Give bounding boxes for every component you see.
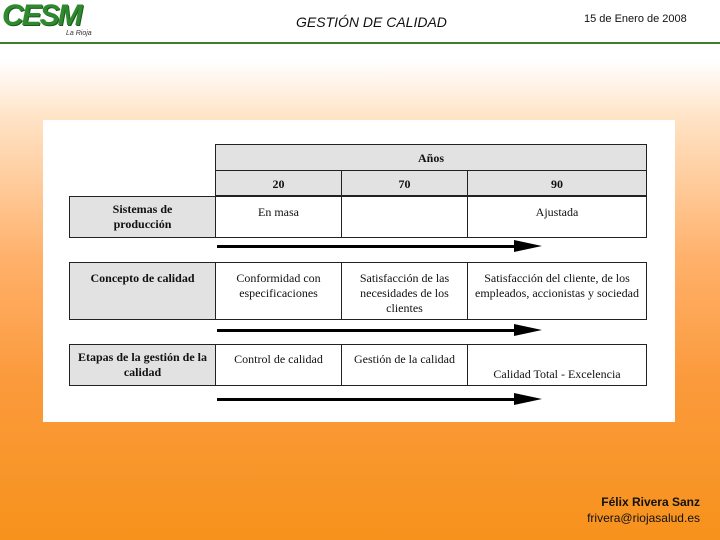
years-header: Años	[215, 144, 647, 171]
table-cell: Ajustada	[467, 196, 647, 238]
author-email: frivera@riojasalud.es	[587, 511, 700, 525]
row-label-sistemas-produccion: Sistemas de producción	[69, 196, 216, 238]
quality-evolution-table	[43, 120, 675, 422]
row-label-etapas-gestion: Etapas de la gestión de la calidad	[69, 344, 216, 386]
author-name: Félix Rivera Sanz	[601, 495, 700, 509]
table-cell: Calidad Total - Excelencia	[467, 344, 647, 386]
table-cell: Conformidad con especificaciones	[215, 262, 342, 320]
timeline-arrow	[217, 329, 514, 332]
page-title: GESTIÓN DE CALIDAD	[296, 14, 447, 30]
table-cell: Satisfacción del cliente, de los empleados, accionistas y sociedad	[467, 262, 647, 320]
timeline-arrow	[217, 245, 514, 248]
table-cell: Gestión de la calidad	[341, 344, 468, 386]
year-column-header: 70	[341, 170, 468, 196]
cesm-logo	[2, 1, 102, 41]
table-cell: En masa	[215, 196, 342, 238]
table-cell: Control de calidad	[215, 344, 342, 386]
year-column-header: 20	[215, 170, 342, 196]
slide-date: 15 de Enero de 2008	[584, 13, 687, 25]
logo-subtext: La Rioja	[66, 30, 92, 37]
row-label-concepto-calidad: Concepto de calidad	[69, 262, 216, 320]
logo-text: CESM	[2, 0, 81, 32]
timeline-arrow	[217, 398, 514, 401]
table-cell	[341, 196, 468, 238]
header-bar	[0, 0, 720, 44]
table-cell: Satisfacción de las necesidades de los clientes	[341, 262, 468, 320]
year-column-header: 90	[467, 170, 647, 196]
